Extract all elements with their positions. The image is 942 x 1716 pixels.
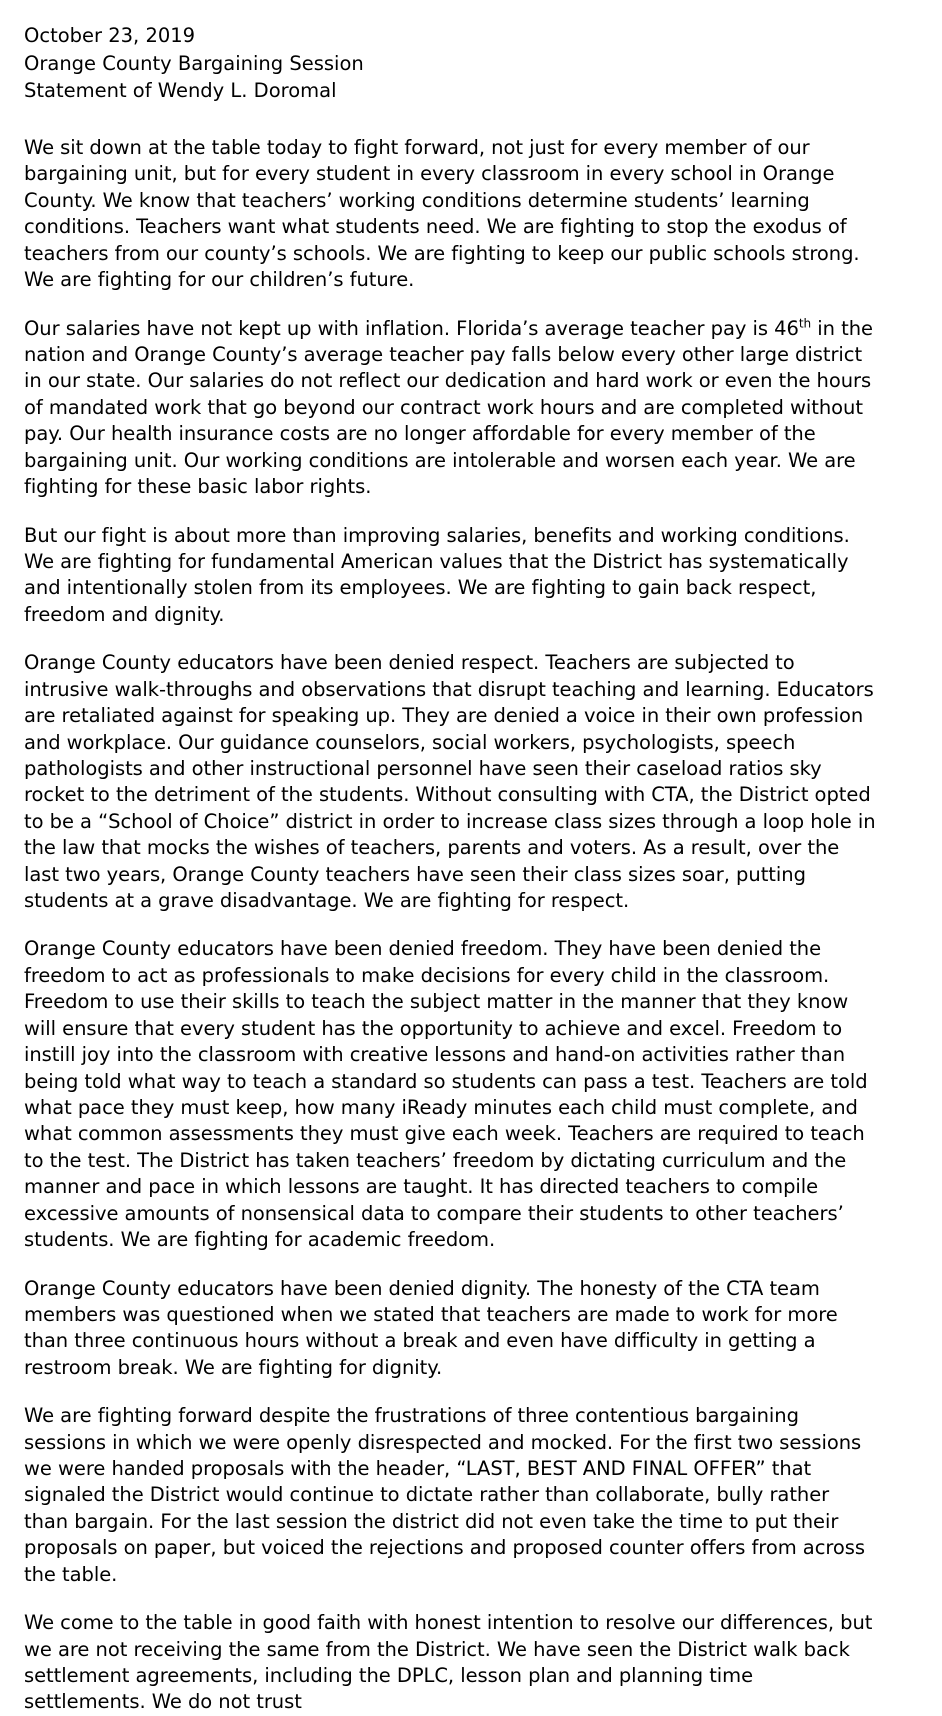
paragraph-freedom: Orange County educators have been denied freedom. They have been denied the freedom to act as professionals to make decisions for every child in the classroom. Freedom to use their skills to teach the subject matter in the manner that they know will ensure that every student has the opportunity to achieve and excel. Freedom to instill joy into the classroom with creative lessons and hand-on activities rather than being told what way to teach a standard so students can pass a test. Teachers are told what pace they must keep, how many iReady minutes each child must complete, and what common assessments they must give each week. Teachers are required to teach to the test. The District has taken teachers’ freedom by dictating curriculum and the manner and pace in which lessons are taught. It has directed teachers to compile excessive amounts of nonsensical data to compare their students to other teachers’ students. We are fighting for academic freedom. [24, 937, 868, 1252]
header-date: October 23, 2019 [24, 24, 196, 47]
header-statement-of: Statement of Wendy L. Doromal [24, 79, 337, 103]
rank-ordinal-suffix: th [798, 316, 812, 331]
paragraph-good-faith: We come to the table in good faith with honest intention to resolve our differences, but we are not receiving the same from the District. We have seen the District walk back settlement agreements, including the DPLC, lesson plan and planning time settlements. We do not trust [24, 1611, 873, 1714]
paragraph-respect: Orange County educators have been denied respect. Teachers are subjected to intrusive walk-throughs and observations that disrupt teaching and learning. Educators are retaliated against for speaking up. They are denied a voice in their own profession and workplace. Our guidance counselors, social workers, psychologists, speech pathologists and other instructional personnel have seen their caseload ratios sky rocket to the detriment of the students. Without consulting with CTA, the District opted to be a “School of Choice” district in order to increase class sizes through a loop hole in the law that mocks the wishes of teachers, parents and voters. As a result, over the last two years, Orange County teachers have seen their class sizes soar, putting students at a grave disadvantage. We are fighting for respect. [24, 651, 876, 913]
paragraph-intro: We sit down at the table today to fight forward, not just for every member of our bargaining unit, but for every student in every classroom in every school in Orange County. We know that teachers’ working conditions determine students’ learning conditions. Teachers want what students need. We are fighting to stop the exodus of teachers from our county’s schools. We are fighting to keep our public schools strong. We are fighting for our children’s future. [24, 136, 860, 292]
paragraph-salaries-text-after: in the nation and Orange County’s average teacher pay falls below every other large district in our state. Our salaries do not reflect our dedication and hard work or even the hours of mandated work that go beyond our contract work hours and are completed without pay. Our health insurance costs are no longer affordable for every member of the bargaining unit. Our working conditions are intolerable and worsen each year. We are fighting for these basic labor rights. [24, 316, 873, 499]
paragraph-salaries-inflation [24, 316, 876, 501]
document-header [24, 22, 882, 105]
paragraph-salaries-text-before: Our salaries have not kept up with inflation. Florida’s average teacher pay is 46 [24, 316, 799, 340]
paragraph-bargaining-sessions: We are fighting forward despite the frustrations of three contentious bargaining sessions in which we were openly disrespected and mocked. For the first two sessions we were handed proposals with the header, “LAST, BEST AND FINAL OFFER” that signaled the District would continue to dictate rather than collaborate, bully rather than bargain. For the last session the district did not even take the time to put their proposals on paper, but voiced the rejections and proposed counter offers from across the table. [24, 1404, 866, 1586]
paragraph-dignity: Orange County educators have been denied dignity. The honesty of the CTA team members was questioned when we stated that teachers are made to work for more than three continuous hours without a break and even have difficulty in getting a restroom break. We are fighting for dignity. [24, 1276, 838, 1379]
header-session: Orange County Bargaining Session [24, 51, 364, 75]
paragraph-values: But our fight is about more than improving salaries, benefits and working conditions. We are fighting for fundamental American values that the District has systematically and intentionally stolen from its employees. We are fighting to gain back respect, freedom and dignity. [24, 523, 850, 626]
